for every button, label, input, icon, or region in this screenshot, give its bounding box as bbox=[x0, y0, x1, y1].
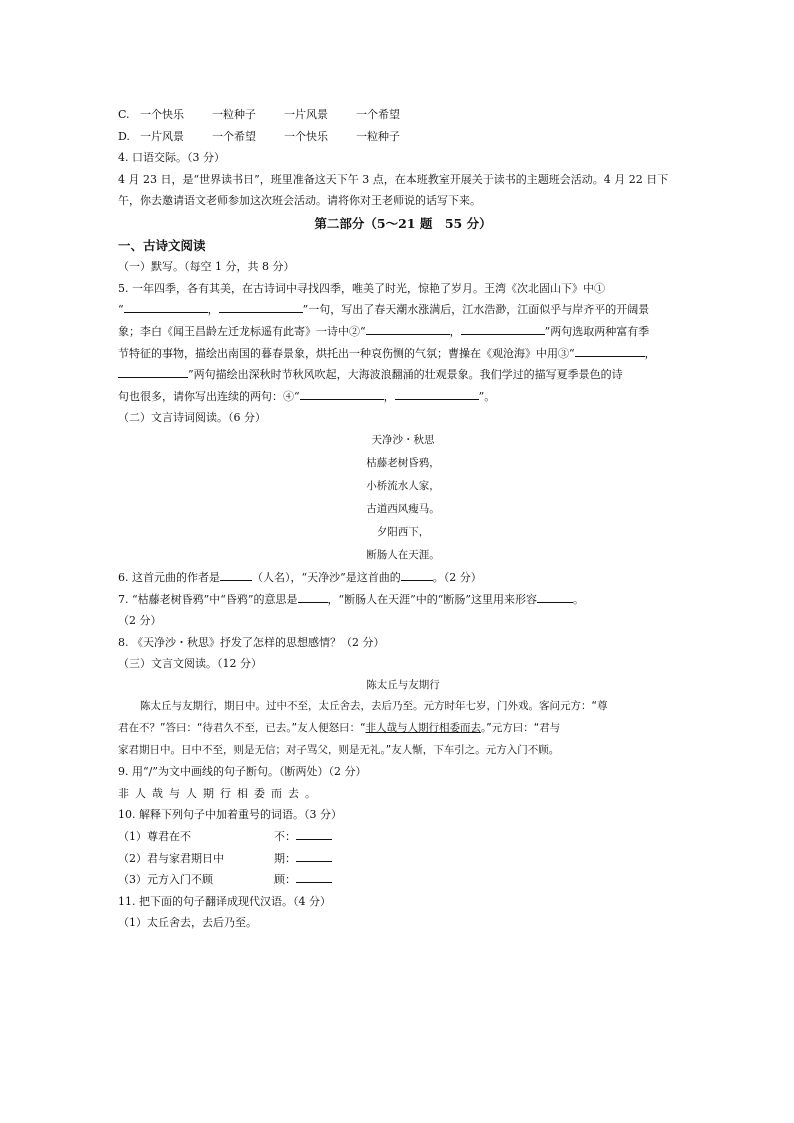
question-10-item: （3）元方入门不顾 顾： bbox=[118, 869, 688, 891]
option-d: D. 一片风景 一个希望 一个快乐 一粒种子 bbox=[118, 129, 400, 143]
answer-blank[interactable] bbox=[220, 568, 252, 581]
question-5-line-1: 5. 一年四季，各有其美，在古诗词中寻找四季，唯美了时光，惊艳了岁月。王湾《次北固山下》中① bbox=[118, 281, 605, 295]
answer-blank[interactable] bbox=[118, 365, 188, 378]
answer-blank[interactable] bbox=[298, 590, 328, 603]
answer-blank[interactable] bbox=[575, 344, 645, 357]
question-9: 9. 用“/”为文中画线的句子断句。（断两处）（2 分） bbox=[118, 765, 367, 779]
question-4-body: 4 月 23 日，是“世界读书日”，班里准备这天下午 3 点，在本班教室开展关于读书的主题班会活动。4 月 22 日下午，你去邀请语文老师参加这次班会活动。请将你对王老师说的话写下来。 bbox=[118, 172, 669, 208]
subsection-3-heading: （三）文言文阅读。（12 分） bbox=[118, 657, 262, 671]
classical-line-2: 君在不？”答曰：“待君久不至，已去。”友人便怒曰：“非人哉与人期行相委而去。”元方曰：“君与 bbox=[118, 722, 561, 735]
underlined-sentence: 非人哉与人期行相委而去 bbox=[365, 722, 482, 735]
answer-blank[interactable] bbox=[401, 568, 433, 581]
poem-line: 枯藤老树昏鸦， bbox=[366, 456, 440, 469]
classical-line-3: 家君期日中。日中不至，则是无信；对子骂父，则是无礼。”友人惭，下车引之。元方入门不顾。 bbox=[118, 743, 560, 756]
answer-blank[interactable] bbox=[124, 300, 208, 313]
question-7-score: （2 分） bbox=[118, 614, 162, 628]
exam-page bbox=[118, 104, 688, 934]
question-10-item: （2）君与家君期日中 期： bbox=[118, 848, 688, 870]
part-2-heading: 第二部分（5～21 题 55 分） bbox=[314, 215, 492, 231]
answer-blank[interactable] bbox=[461, 322, 545, 335]
classical-line-1: 陈太丘与友期行，期日中。过中不至，太丘舍去，去后乃至。元方时年七岁，门外戏。客问元方：“尊 bbox=[140, 700, 608, 713]
question-9-sentence: 非人哉与人期行相委而去。 bbox=[118, 786, 322, 800]
question-5-line-2: “ ， ”一句，写出了春天潮水涨满后，江水浩渺，江面似乎与岸齐平的开阔景 bbox=[118, 299, 688, 321]
question-7: 7. “枯藤老树昏鸦”中“昏鸦”的意思是 ，“断肠人在天涯”中的“断肠”这里用来形容 。 bbox=[118, 589, 688, 611]
poem-line: 断肠人在天涯。 bbox=[366, 548, 440, 561]
answer-blank[interactable] bbox=[300, 387, 384, 400]
question-11-item-1: （1）太丘舍去，去后乃至。 bbox=[118, 916, 257, 930]
classical-text bbox=[118, 696, 688, 761]
answer-blank[interactable] bbox=[296, 849, 332, 862]
answer-blank[interactable] bbox=[219, 300, 303, 313]
answer-blank[interactable] bbox=[296, 870, 332, 883]
answer-blank[interactable] bbox=[366, 322, 450, 335]
section-1-heading: 一、古诗文阅读 bbox=[118, 237, 206, 253]
question-10-item: （1）尊君在不 不： bbox=[118, 826, 688, 848]
poem bbox=[118, 429, 688, 567]
question-4-title: 4. 口语交际。（3 分） bbox=[118, 151, 225, 165]
question-11: 11. 把下面的句子翻译成现代汉语。（4 分） bbox=[118, 894, 331, 908]
question-6: 6. 这首元曲的作者是 （人名），“天净沙”是这首曲的 。（2 分） bbox=[118, 567, 688, 589]
poem-line: 小桥流水人家， bbox=[366, 479, 440, 492]
poem-line: 夕阳西下， bbox=[376, 525, 430, 538]
poem-title: 天净沙・秋思 bbox=[371, 433, 435, 446]
question-5-line-6: 句也很多，请你写出连续的两句：④“ ， ”。 bbox=[118, 386, 688, 408]
subsection-1-heading: （一）默写。（每空 1 分，共 8 分） bbox=[118, 260, 295, 274]
question-8: 8. 《天净沙・秋思》抒发了怎样的思想感情？（2 分） bbox=[118, 635, 385, 649]
answer-blank[interactable] bbox=[296, 827, 332, 840]
poem-line: 古道西风瘦马。 bbox=[366, 502, 440, 515]
question-5-line-3: 象；李白《闻王昌龄左迁龙标遥有此寄》一诗中②“ ， ”两句选取两种富有季 bbox=[118, 321, 688, 343]
subsection-2-heading: （二）文言诗词阅读。（6 分） bbox=[118, 411, 266, 425]
answer-blank[interactable] bbox=[537, 590, 573, 603]
option-c: C. 一个快乐 一粒种子 一片风景 一个希望 bbox=[118, 108, 400, 121]
question-5-line-4: 节特征的事物，描绘出南国的暮春景象，烘托出一种哀伤恻的气氛；曹操在《观沧海》中用③“ ， bbox=[118, 343, 688, 365]
answer-blank[interactable] bbox=[395, 387, 479, 400]
classical-text-title: 陈太丘与友期行 bbox=[366, 678, 440, 691]
question-10-items bbox=[118, 826, 688, 891]
question-10: 10. 解释下列句子中加着重号的词语。（3 分） bbox=[118, 808, 342, 822]
question-5-line-5: ”两句描绘出深秋时节秋风吹起，大海波浪翻涌的壮观景象。我们学过的描写夏季景色的诗 bbox=[118, 364, 688, 386]
